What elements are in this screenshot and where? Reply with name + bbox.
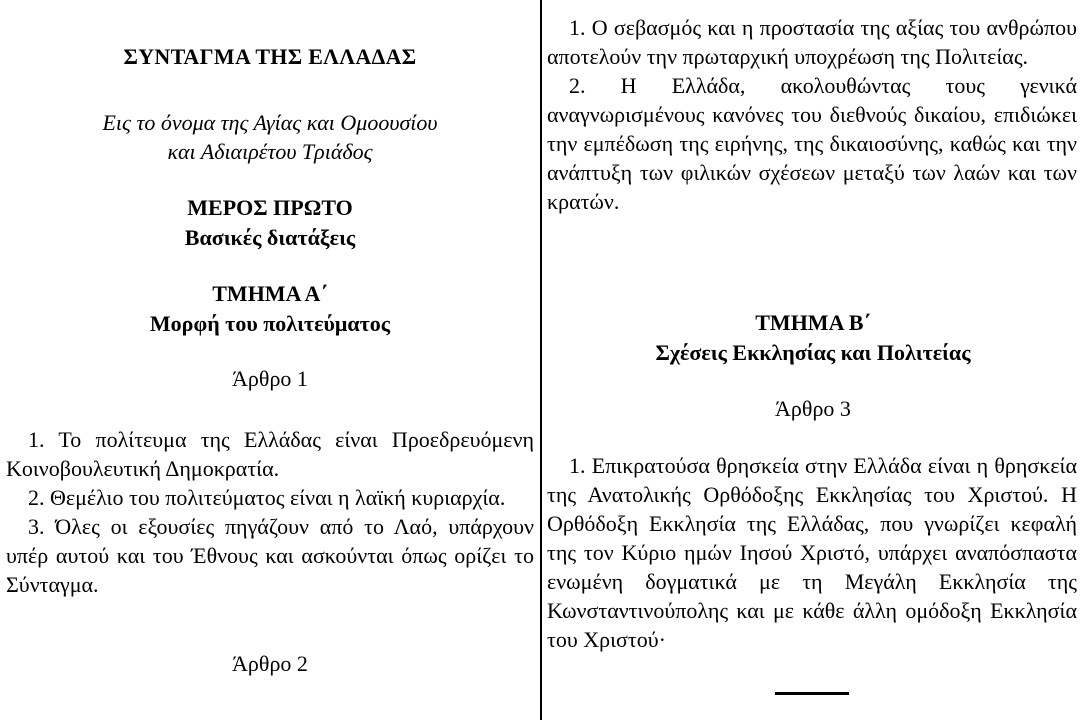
- page-gutter-divider: [540, 0, 542, 720]
- article-2-paragraph-1: 1. Ο σεβασμός και η προστασία της αξίας του ανθρώπου αποτελούν την πρωταρχική υποχρέωση της Πολιτείας.: [547, 15, 1077, 69]
- invocation: [0, 108, 540, 166]
- section-b-subtitle: Σχέσεις Εκκλησίας και Πολιτείας: [655, 340, 971, 365]
- part-title: ΜΕΡΟΣ ΠΡΩΤΟ: [187, 195, 353, 220]
- article-3-heading: Άρθρο 3: [775, 396, 851, 421]
- article-2-paragraph-2: 2. Η Ελλάδα, ακολουθώντας τους γενικά αναγνωρισμένους κανόνες του διεθνούς δικαίου, επιδιώκει την εμπέδωση της ειρήνης, της δικαιοσύνης, καθώς και την ανάπτυξη των φιλικών σχέσεων μεταξύ των λαών και των κρατών.: [547, 73, 1077, 214]
- document-title: ΣΥΝΤΑΓΜΑ ΤΗΣ ΕΛΛΑΔΑΣ: [123, 44, 417, 69]
- article-1-paragraph-2: 2. Θεμέλιο του πολιτεύματος είναι η λαϊκή κυριαρχία.: [28, 485, 506, 510]
- article-2-body: [547, 13, 1077, 216]
- article-1-paragraph-3: 3. Όλες οι εξουσίες πηγάζουν από το Λαό, υπάρχουν υπέρ αυτού και του Έθνους και ασκούνται όπως ορίζει το Σύνταγμα.: [6, 514, 534, 597]
- section-b-heading: [543, 308, 1083, 368]
- closing-rule: [775, 692, 849, 695]
- right-page: [543, 0, 1083, 720]
- invocation-line-1: Εις το όνομα της Αγίας και Ομοουσίου: [102, 110, 438, 135]
- part-subtitle: Βασικές διατάξεις: [184, 225, 356, 250]
- part-heading: [0, 193, 540, 253]
- section-a-subtitle: Μορφή του πολιτεύματος: [149, 311, 391, 336]
- section-b-title: ΤΜΗΜΑ Β΄: [755, 310, 871, 335]
- section-a-title: ΤΜΗΜΑ Α΄: [212, 281, 328, 306]
- section-a-heading: [0, 279, 540, 339]
- article-1-body: [6, 425, 534, 599]
- left-page: [0, 0, 540, 720]
- article-1-heading: Άρθρο 1: [232, 366, 308, 391]
- invocation-line-2: και Αδιαιρέτου Τριάδος: [167, 139, 373, 164]
- article-3-body: [547, 451, 1077, 654]
- article-2-heading: Άρθρο 2: [232, 651, 308, 676]
- article-1-paragraph-1: 1. Το πολίτευμα της Ελλάδας είναι Προεδρευόμενη Κοινοβουλευτική Δημοκρατία.: [6, 427, 534, 481]
- article-3-paragraph-1: 1. Επικρατούσα θρησκεία στην Ελλάδα είναι η θρησκεία της Ανατολικής Ορθόδοξης Εκκλησίας του Χριστού. Η Ορθόδοξη Εκκλησία της Ελλάδας, που γνωρίζει κεφαλή της τον Κύριο ημών Ιησού Χριστό, υπάρχει αναπόσπαστα ενωμένη δογματικά με τη Μεγάλη Εκκλησία της Κωνσταντινούπολης και με κάθε άλλη ομόδοξη Εκκλησία του Χριστού·: [547, 453, 1077, 652]
